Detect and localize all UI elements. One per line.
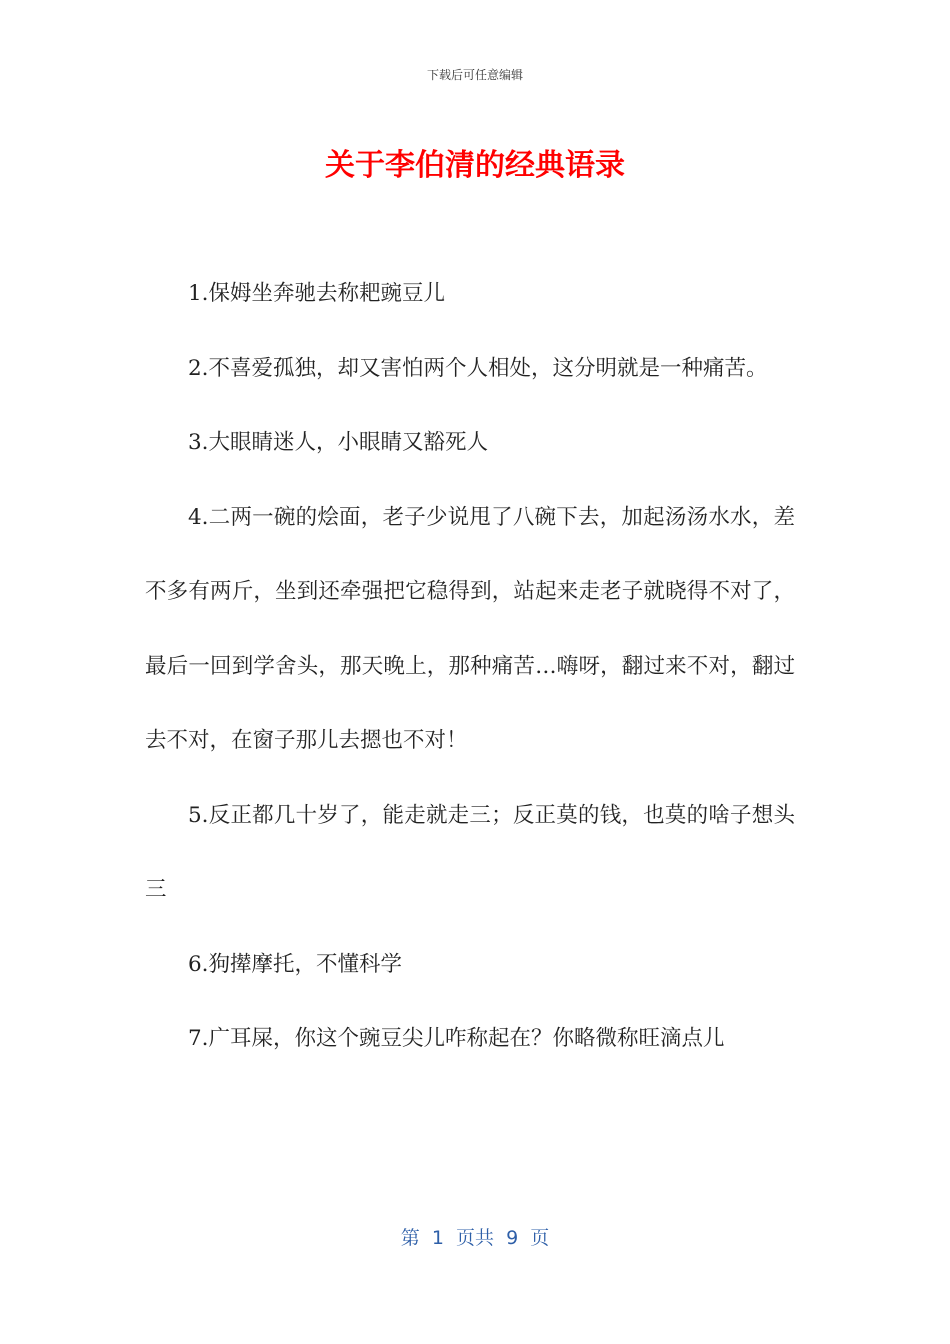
paragraph-7: 7.广耳屎，你这个豌豆尖儿咋称起在？你略微称旺滴点儿: [188, 1026, 725, 1051]
paragraph-6: 6.狗撵摩托，不懂科学: [188, 951, 403, 977]
paragraph-2: 2.不喜爱孤独，却又害怕两个人相处，这分明就是一种痛苦。: [188, 355, 768, 381]
paragraph-4: 4.二两一碗的烩面，老子少说甩了八碗下去，加起汤汤水水，差不多有两斤，坐到还牵强把它稳得到，站起来走老子就晓得不对了，最后一回到学舍头，那天晚上，那种痛苦…嗨呀，翻过来不对，翻过去不对，在窗子那儿去摁也不对！: [145, 504, 795, 753]
page-number-footer: 第 1 页共 9 页: [400, 1227, 550, 1249]
paragraph-5: 5.反正都几十岁了，能走就走三；反正莫的钱，也莫的啥子想头三: [145, 802, 795, 902]
header-note: 下载后可任意编辑: [426, 68, 523, 82]
document-body: [145, 257, 795, 1077]
paragraph-3: 3.大眼睛迷人，小眼睛又豁死人: [188, 430, 489, 455]
paragraph-1: 1.保姆坐奔驰去称耙豌豆儿: [188, 281, 446, 306]
document-title: 关于李伯清的经典语录: [325, 148, 625, 183]
